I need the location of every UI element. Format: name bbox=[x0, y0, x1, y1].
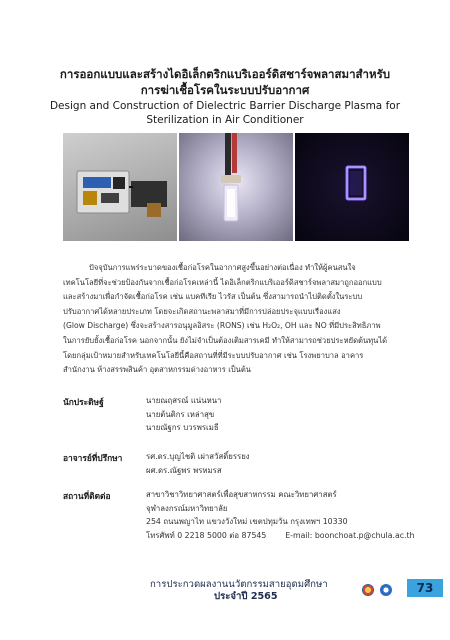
photo-strip bbox=[63, 133, 409, 241]
advisors-list bbox=[146, 450, 250, 477]
inventor-name: นายต้นติกร เหล่าสุข bbox=[146, 409, 215, 419]
abstract-line: ในการยับยั้งเชื้อก่อโรค นอกจากนั้น ยังไม่จำเป็นต้องเติมสารเคมี ทำให้สามารถช่วยประหยัดต้นทุนได้ bbox=[63, 335, 388, 345]
inventor-name: นายณฤสรณ์ แน่นหนา bbox=[146, 396, 222, 405]
contact-phone-email bbox=[146, 529, 415, 543]
abstract-line: และสร้างมาเพื่อกำจัดเชื้อก่อโรค เช่น แบคทีเรีย ไวรัส เป็นต้น ซึ่งสามารถนำไปติดตั้งในระบบ bbox=[63, 292, 363, 302]
contact-block bbox=[146, 488, 415, 542]
contact-university: จุฬาลงกรณ์มหาวิทยาลัย bbox=[146, 503, 228, 513]
contact-address: 254 ถนนพญาไท แขวงวังใหม่ เขตปทุมวัน กรุงเทพฯ 10330 bbox=[146, 517, 348, 526]
contact-email[interactable]: E-mail: boonchoat.p@chula.ac.th bbox=[285, 530, 415, 540]
abstract-line: โดยกลุ่มเป้าหมายสำหรับเทคโนโลยีนี้คือสถานที่ที่มีระบบปรับอากาศ เช่น โรงพยาบาล อาคาร bbox=[63, 350, 364, 360]
contact-label: สถานที่ติดต่อ bbox=[63, 491, 111, 501]
page-number: 73 bbox=[407, 579, 443, 597]
footer-year: ประจำปี 2565 bbox=[214, 591, 278, 602]
abstract-line: ปรับอากาศได้หลายประเภท โดยจะเกิดสถานะพลาสมาที่มีการปล่อยประจุแบบเรืองแสง bbox=[63, 306, 341, 316]
advisor-name: ผศ.ดร.ณัฐพร พรหมรส bbox=[146, 465, 222, 475]
inventors-list bbox=[146, 394, 221, 435]
inventor-name: นายณัฐกร บวรพรเมธี bbox=[146, 423, 219, 432]
logo-icon bbox=[380, 584, 392, 596]
plasma-glow-photo bbox=[179, 133, 293, 241]
title-english-line2: Sterilization in Air Conditioner bbox=[146, 114, 304, 126]
abstract-line: สำนักงาน ห้างสรรพสินค้า อุตสาหกรรมด่างอาหาร เป็นต้น bbox=[63, 365, 252, 375]
title-english-line1: Design and Construction of Dielectric Barrier Discharge Plasma for bbox=[49, 100, 401, 112]
inventors-label: นักประดิษฐ์ bbox=[63, 397, 104, 407]
logo-icon bbox=[362, 584, 374, 596]
advisor-name: รศ.ดร.บุญไชติ เผ่าสวัสดิ์ยรรยง bbox=[146, 452, 250, 461]
discharge-dark-photo bbox=[295, 133, 409, 241]
contact-department: สาขาวิชาวิทยาศาสตร์เพื่อสุขสาหกรรม คณะวิทยาศาสตร์ bbox=[146, 490, 337, 499]
footer-competition-title: การประกวดผลงานนวัตกรรมสายอุดมศึกษา bbox=[150, 579, 328, 590]
advisors-label: อาจารย์ที่ปรึกษา bbox=[63, 453, 123, 463]
abstract-line: เทคโนโลยีที่จะช่วยป้องกันจากเชื้อก่อโรคเหล่านี้ ไดอิเล็กตริกแบริเออร์ดิสชาร์จพลาสมาถูกออกแบบ bbox=[63, 277, 382, 287]
abstract-line: (Glow Discharge) ซึ่งจะสร้างสารอนุมูลอิสระ (RONS) เช่น H₂O₂, OH และ NO ที่มีประสิทธิภาพ bbox=[63, 321, 381, 331]
title-thai-line1: การออกแบบและสร้างไดอิเล็กตริกแบริเออร์ดิสชาร์จพลาสมาสำหรับ bbox=[59, 67, 391, 81]
contact-phone: โทรศัพท์ 0 2218 5000 ต่อ 87545 bbox=[146, 530, 267, 540]
pcb-board-photo bbox=[63, 133, 177, 241]
abstract-line: ปัจจุบันการแพร่ระบาดของเชื้อก่อโรคในอากาศสูงขึ้นอย่างต่อเนื่อง ทำให้ผู้คนสนใจ bbox=[89, 263, 356, 272]
title-thai-line2: การฆ่าเชื้อโรคในระบบปรับอากาศ bbox=[140, 83, 310, 97]
abstract-paragraph bbox=[63, 261, 409, 378]
